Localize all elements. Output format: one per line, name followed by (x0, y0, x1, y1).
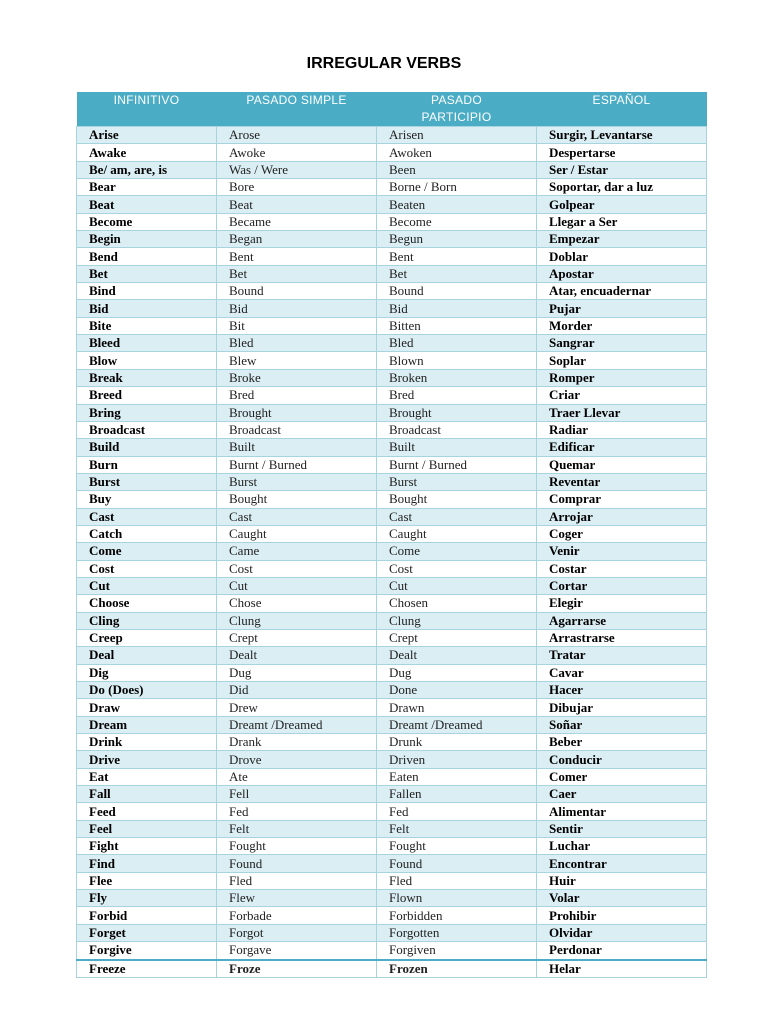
cell-espanol: Comprar (537, 491, 707, 508)
cell-infinitivo: Bet (77, 265, 217, 282)
cell-infinitivo: Breed (77, 387, 217, 404)
cell-espanol: Quemar (537, 456, 707, 473)
cell-pasado-simple: Beat (217, 196, 377, 213)
table-row (77, 629, 707, 646)
table-row (77, 508, 707, 525)
cell-espanol: Encontrar (537, 855, 707, 872)
cell-infinitivo: Beat (77, 196, 217, 213)
cell-infinitivo: Forgive (77, 942, 217, 960)
cell-pasado-simple: Found (217, 855, 377, 872)
header-pasado-participio-line1: PASADO (431, 93, 482, 107)
table-row (77, 924, 707, 941)
cell-pasado-participio: Cast (377, 508, 537, 525)
cell-pasado-simple: Bled (217, 335, 377, 352)
table-row (77, 439, 707, 456)
table-row (77, 335, 707, 352)
cell-pasado-participio: Drunk (377, 734, 537, 751)
cell-pasado-simple: Began (217, 231, 377, 248)
cell-espanol: Helar (537, 960, 707, 978)
cell-pasado-simple: Bought (217, 491, 377, 508)
cell-infinitivo: Draw (77, 699, 217, 716)
table-row (77, 352, 707, 369)
cell-pasado-participio: Burnt / Burned (377, 456, 537, 473)
cell-pasado-simple: Fed (217, 803, 377, 820)
cell-pasado-participio: Blown (377, 352, 537, 369)
cell-pasado-simple: Built (217, 439, 377, 456)
cell-pasado-participio: Done (377, 682, 537, 699)
cell-pasado-simple: Came (217, 543, 377, 560)
table-row (77, 647, 707, 664)
cell-infinitivo: Bite (77, 317, 217, 334)
cell-pasado-simple: Fell (217, 786, 377, 803)
cell-espanol: Coger (537, 525, 707, 542)
cell-pasado-simple: Bid (217, 300, 377, 317)
cell-infinitivo: Cost (77, 560, 217, 577)
cell-infinitivo: Build (77, 439, 217, 456)
cell-espanol: Ser / Estar (537, 161, 707, 178)
cell-infinitivo: Break (77, 369, 217, 386)
cell-infinitivo: Flee (77, 872, 217, 889)
cell-pasado-simple: Caught (217, 525, 377, 542)
cell-pasado-simple: Flew (217, 890, 377, 907)
cell-infinitivo: Cast (77, 508, 217, 525)
table-row (77, 942, 707, 960)
cell-pasado-participio: Bet (377, 265, 537, 282)
cell-infinitivo: Fight (77, 838, 217, 855)
cell-espanol: Cortar (537, 577, 707, 594)
cell-infinitivo: Bid (77, 300, 217, 317)
cell-espanol: Arrastrarse (537, 629, 707, 646)
cell-pasado-participio: Bred (377, 387, 537, 404)
cell-pasado-participio: Found (377, 855, 537, 872)
cell-pasado-participio: Driven (377, 751, 537, 768)
cell-espanol: Soportar, dar a luz (537, 179, 707, 196)
cell-infinitivo: Eat (77, 768, 217, 785)
cell-pasado-participio: Fought (377, 838, 537, 855)
table-row (77, 369, 707, 386)
table-row (77, 196, 707, 213)
cell-infinitivo: Choose (77, 595, 217, 612)
cell-infinitivo: Bring (77, 404, 217, 421)
cell-infinitivo: Forbid (77, 907, 217, 924)
header-pasado-participio (377, 92, 537, 127)
page-title: IRREGULAR VERBS (306, 55, 462, 72)
cell-infinitivo: Broadcast (77, 421, 217, 438)
cell-pasado-participio: Begun (377, 231, 537, 248)
cell-espanol: Empezar (537, 231, 707, 248)
cell-infinitivo: Awake (77, 144, 217, 161)
cell-espanol: Dibujar (537, 699, 707, 716)
cell-infinitivo: Creep (77, 629, 217, 646)
cell-infinitivo: Burn (77, 456, 217, 473)
cell-infinitivo: Bear (77, 179, 217, 196)
cell-infinitivo: Deal (77, 647, 217, 664)
header-pasado-simple: PASADO SIMPLE (217, 92, 377, 127)
table-row (77, 213, 707, 230)
cell-espanol: Golpear (537, 196, 707, 213)
cell-pasado-participio: Forbidden (377, 907, 537, 924)
header-espanol: ESPAÑOL (537, 92, 707, 127)
cell-pasado-participio: Dreamt /Dreamed (377, 716, 537, 733)
cell-pasado-participio: Bid (377, 300, 537, 317)
cell-pasado-simple: Blew (217, 352, 377, 369)
cell-espanol: Radiar (537, 421, 707, 438)
cell-pasado-simple: Awoke (217, 144, 377, 161)
table-row (77, 300, 707, 317)
header-pasado-participio-line2: PARTICIPIO (421, 110, 492, 124)
table-row (77, 543, 707, 560)
cell-pasado-simple: Broke (217, 369, 377, 386)
cell-pasado-participio: Frozen (377, 960, 537, 978)
table-row (77, 577, 707, 594)
cell-infinitivo: Drink (77, 734, 217, 751)
cell-espanol: Reventar (537, 473, 707, 490)
cell-pasado-simple: Dug (217, 664, 377, 681)
cell-pasado-participio: Been (377, 161, 537, 178)
cell-infinitivo: Come (77, 543, 217, 560)
table-row (77, 317, 707, 334)
table-row (77, 595, 707, 612)
table-row (77, 907, 707, 924)
table-row (77, 734, 707, 751)
cell-espanol: Venir (537, 543, 707, 560)
cell-espanol: Elegir (537, 595, 707, 612)
cell-espanol: Criar (537, 387, 707, 404)
cell-pasado-participio: Fled (377, 872, 537, 889)
cell-pasado-simple: Did (217, 682, 377, 699)
cell-espanol: Soplar (537, 352, 707, 369)
cell-espanol: Surgir, Levantarse (537, 127, 707, 144)
cell-pasado-simple: Bred (217, 387, 377, 404)
cell-pasado-simple: Felt (217, 820, 377, 837)
cell-infinitivo: Cut (77, 577, 217, 594)
cell-pasado-participio: Borne / Born (377, 179, 537, 196)
cell-pasado-participio: Fallen (377, 786, 537, 803)
table-row (77, 890, 707, 907)
cell-pasado-participio: Crept (377, 629, 537, 646)
cell-pasado-participio: Felt (377, 820, 537, 837)
table-row (77, 456, 707, 473)
cell-pasado-participio: Eaten (377, 768, 537, 785)
table-row (77, 387, 707, 404)
cell-infinitivo: Feed (77, 803, 217, 820)
cell-infinitivo: Fly (77, 890, 217, 907)
cell-pasado-simple: Fled (217, 872, 377, 889)
cell-pasado-participio: Cost (377, 560, 537, 577)
table-body (77, 127, 707, 978)
table-row (77, 560, 707, 577)
cell-infinitivo: Bleed (77, 335, 217, 352)
table-row (77, 838, 707, 855)
cell-espanol: Doblar (537, 248, 707, 265)
table-row (77, 872, 707, 889)
cell-espanol: Atar, encuadernar (537, 283, 707, 300)
cell-infinitivo: Fall (77, 786, 217, 803)
cell-pasado-participio: Caught (377, 525, 537, 542)
cell-pasado-simple: Burnt / Burned (217, 456, 377, 473)
table-row (77, 283, 707, 300)
cell-pasado-simple: Dealt (217, 647, 377, 664)
cell-espanol: Hacer (537, 682, 707, 699)
cell-pasado-simple: Drove (217, 751, 377, 768)
cell-pasado-participio: Bled (377, 335, 537, 352)
cell-pasado-simple: Fought (217, 838, 377, 855)
table-row (77, 127, 707, 144)
cell-pasado-simple: Forgave (217, 942, 377, 960)
table-row (77, 421, 707, 438)
table-row (77, 491, 707, 508)
cell-pasado-simple: Drew (217, 699, 377, 716)
table-row (77, 786, 707, 803)
cell-pasado-participio: Chosen (377, 595, 537, 612)
table-header (77, 92, 707, 127)
cell-pasado-simple: Dreamt /Dreamed (217, 716, 377, 733)
cell-pasado-simple: Clung (217, 612, 377, 629)
cell-pasado-participio: Come (377, 543, 537, 560)
cell-pasado-simple: Broadcast (217, 421, 377, 438)
cell-pasado-simple: Burst (217, 473, 377, 490)
irregular-verbs-table (76, 92, 707, 978)
table-row (77, 473, 707, 490)
cell-infinitivo: Begin (77, 231, 217, 248)
cell-espanol: Alimentar (537, 803, 707, 820)
table-row (77, 612, 707, 629)
cell-infinitivo: Drive (77, 751, 217, 768)
table-row (77, 716, 707, 733)
cell-espanol: Soñar (537, 716, 707, 733)
cell-pasado-simple: Froze (217, 960, 377, 978)
cell-pasado-simple: Cost (217, 560, 377, 577)
cell-pasado-participio: Flown (377, 890, 537, 907)
table-row (77, 161, 707, 178)
cell-infinitivo: Do (Does) (77, 682, 217, 699)
cell-pasado-participio: Beaten (377, 196, 537, 213)
cell-infinitivo: Find (77, 855, 217, 872)
cell-pasado-participio: Fed (377, 803, 537, 820)
cell-espanol: Cavar (537, 664, 707, 681)
cell-infinitivo: Feel (77, 820, 217, 837)
cell-espanol: Perdonar (537, 942, 707, 960)
cell-pasado-simple: Drank (217, 734, 377, 751)
table-row (77, 820, 707, 837)
cell-espanol: Despertarse (537, 144, 707, 161)
cell-espanol: Comer (537, 768, 707, 785)
cell-pasado-participio: Brought (377, 404, 537, 421)
cell-pasado-simple: Became (217, 213, 377, 230)
cell-pasado-simple: Bet (217, 265, 377, 282)
cell-infinitivo: Buy (77, 491, 217, 508)
cell-espanol: Prohibir (537, 907, 707, 924)
cell-pasado-participio: Bound (377, 283, 537, 300)
table-row (77, 682, 707, 699)
cell-pasado-simple: Was / Were (217, 161, 377, 178)
cell-pasado-participio: Burst (377, 473, 537, 490)
table-row (77, 404, 707, 421)
cell-pasado-simple: Forgot (217, 924, 377, 941)
cell-infinitivo: Become (77, 213, 217, 230)
cell-espanol: Pujar (537, 300, 707, 317)
table-row (77, 803, 707, 820)
table-row (77, 525, 707, 542)
cell-pasado-simple: Cast (217, 508, 377, 525)
cell-espanol: Arrojar (537, 508, 707, 525)
cell-pasado-simple: Bound (217, 283, 377, 300)
table-row (77, 664, 707, 681)
cell-pasado-participio: Arisen (377, 127, 537, 144)
cell-espanol: Luchar (537, 838, 707, 855)
table-row (77, 699, 707, 716)
cell-pasado-participio: Broken (377, 369, 537, 386)
cell-infinitivo: Forget (77, 924, 217, 941)
cell-infinitivo: Be/ am, are, is (77, 161, 217, 178)
cell-espanol: Traer Llevar (537, 404, 707, 421)
cell-pasado-participio: Become (377, 213, 537, 230)
table-row (77, 265, 707, 282)
cell-espanol: Conducir (537, 751, 707, 768)
table-row (77, 179, 707, 196)
cell-espanol: Morder (537, 317, 707, 334)
cell-pasado-participio: Built (377, 439, 537, 456)
cell-espanol: Sangrar (537, 335, 707, 352)
cell-espanol: Edificar (537, 439, 707, 456)
cell-espanol: Tratar (537, 647, 707, 664)
cell-pasado-simple: Crept (217, 629, 377, 646)
cell-pasado-simple: Bent (217, 248, 377, 265)
cell-pasado-participio: Awoken (377, 144, 537, 161)
table-row (77, 960, 707, 978)
cell-infinitivo: Blow (77, 352, 217, 369)
cell-pasado-participio: Dug (377, 664, 537, 681)
cell-pasado-participio: Cut (377, 577, 537, 594)
cell-infinitivo: Catch (77, 525, 217, 542)
cell-espanol: Sentir (537, 820, 707, 837)
cell-pasado-participio: Bitten (377, 317, 537, 334)
header-row (77, 92, 707, 127)
cell-pasado-participio: Broadcast (377, 421, 537, 438)
cell-pasado-simple: Bit (217, 317, 377, 334)
cell-pasado-participio: Clung (377, 612, 537, 629)
cell-pasado-simple: Brought (217, 404, 377, 421)
cell-infinitivo: Arise (77, 127, 217, 144)
table-row (77, 855, 707, 872)
cell-pasado-simple: Arose (217, 127, 377, 144)
cell-espanol: Costar (537, 560, 707, 577)
cell-espanol: Caer (537, 786, 707, 803)
cell-infinitivo: Freeze (77, 960, 217, 978)
cell-espanol: Llegar a Ser (537, 213, 707, 230)
cell-infinitivo: Burst (77, 473, 217, 490)
cell-espanol: Agarrarse (537, 612, 707, 629)
cell-pasado-participio: Forgiven (377, 942, 537, 960)
cell-espanol: Romper (537, 369, 707, 386)
cell-pasado-simple: Chose (217, 595, 377, 612)
cell-pasado-participio: Drawn (377, 699, 537, 716)
cell-pasado-simple: Forbade (217, 907, 377, 924)
cell-pasado-simple: Bore (217, 179, 377, 196)
cell-espanol: Apostar (537, 265, 707, 282)
table-row (77, 751, 707, 768)
cell-pasado-participio: Bought (377, 491, 537, 508)
table-row (77, 768, 707, 785)
cell-infinitivo: Dream (77, 716, 217, 733)
cell-espanol: Olvidar (537, 924, 707, 941)
table-row (77, 248, 707, 265)
cell-infinitivo: Dig (77, 664, 217, 681)
cell-infinitivo: Bind (77, 283, 217, 300)
cell-infinitivo: Bend (77, 248, 217, 265)
header-infinitivo: INFINITIVO (77, 92, 217, 127)
table-row (77, 144, 707, 161)
cell-infinitivo: Cling (77, 612, 217, 629)
cell-espanol: Huir (537, 872, 707, 889)
cell-pasado-simple: Ate (217, 768, 377, 785)
cell-espanol: Beber (537, 734, 707, 751)
cell-pasado-simple: Cut (217, 577, 377, 594)
cell-espanol: Volar (537, 890, 707, 907)
cell-pasado-participio: Dealt (377, 647, 537, 664)
cell-pasado-participio: Forgotten (377, 924, 537, 941)
table-row (77, 231, 707, 248)
cell-pasado-participio: Bent (377, 248, 537, 265)
